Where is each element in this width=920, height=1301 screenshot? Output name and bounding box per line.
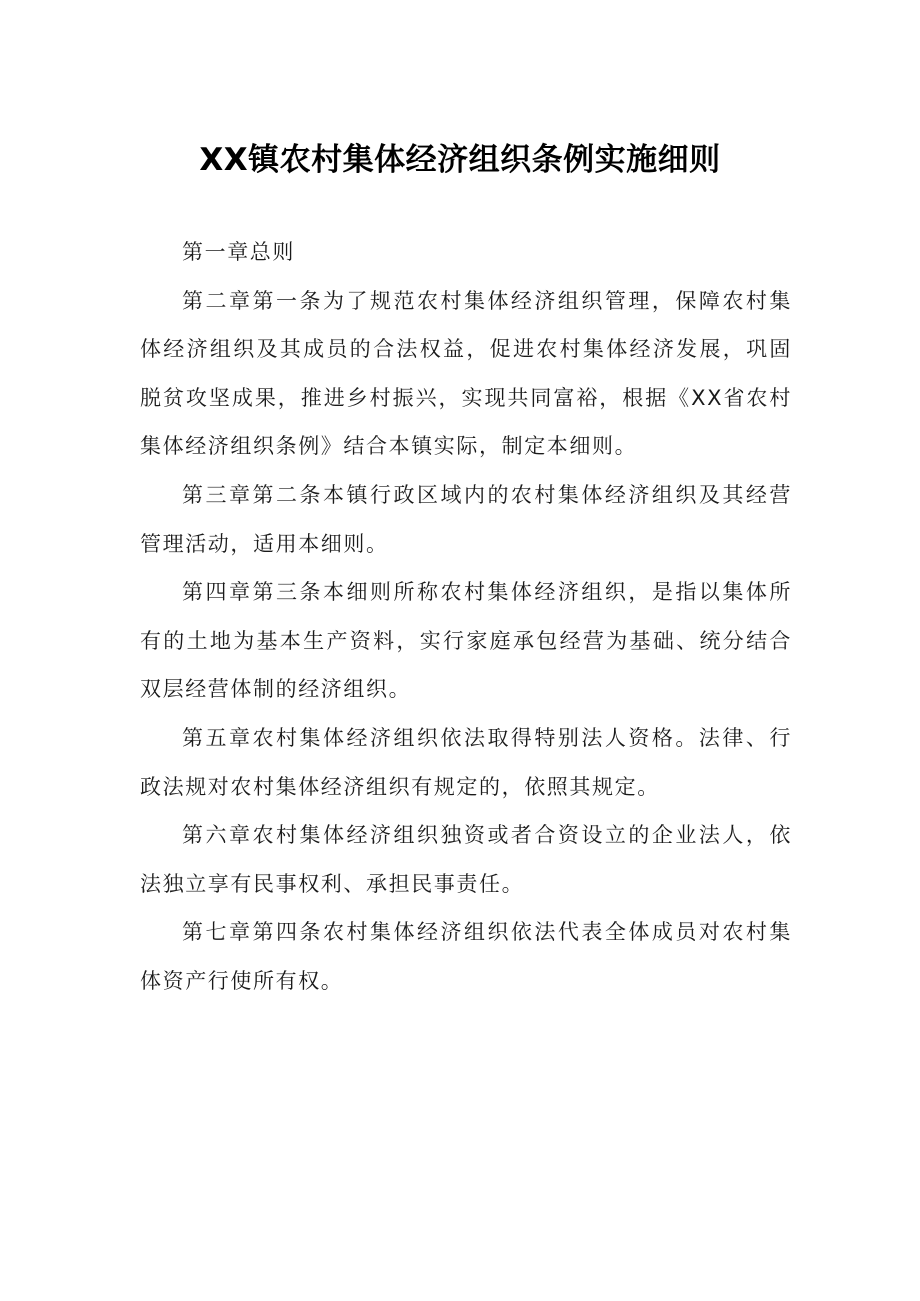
document-body [140,228,792,1006]
document-title: XX镇农村集体经济组织条例实施细则 [199,142,721,178]
paragraph-article-1: 第二章第一条为了规范农村集体经济组织管理，保障农村集体经济组织及其成员的合法权益，促进农村集体经济发展，巩固脱贫攻坚成果，推进乡村振兴，实现共同富裕，根据《XX省农村集体经济组织条例》结合本镇实际，制定本细则。 [140,288,792,459]
paragraph-enterprise: 第六章农村集体经济组织独资或者合资设立的企业法人，依法独立享有民事权利、承担民事责任。 [140,823,792,896]
paragraph-article-2: 第三章第二条本镇行政区域内的农村集体经济组织及其经营管理活动，适用本细则。 [140,482,792,556]
paragraph-legal-status: 第五章农村集体经济组织依法取得特别法人资格。法律、行政法规对农村集体经济组织有规定的，依照其规定。 [140,725,792,799]
paragraph-article-3: 第四章第三条本细则所称农村集体经济组织，是指以集体所有的土地为基本生产资料，实行家庭承包经营为基础、统分结合双层经营体制的经济组织。 [140,580,792,702]
paragraph-article-4: 第七章第四条农村集体经济组织依法代表全体成员对农村集体资产行使所有权。 [140,920,792,993]
chapter-1-heading: 第一章总则 [182,240,295,264]
